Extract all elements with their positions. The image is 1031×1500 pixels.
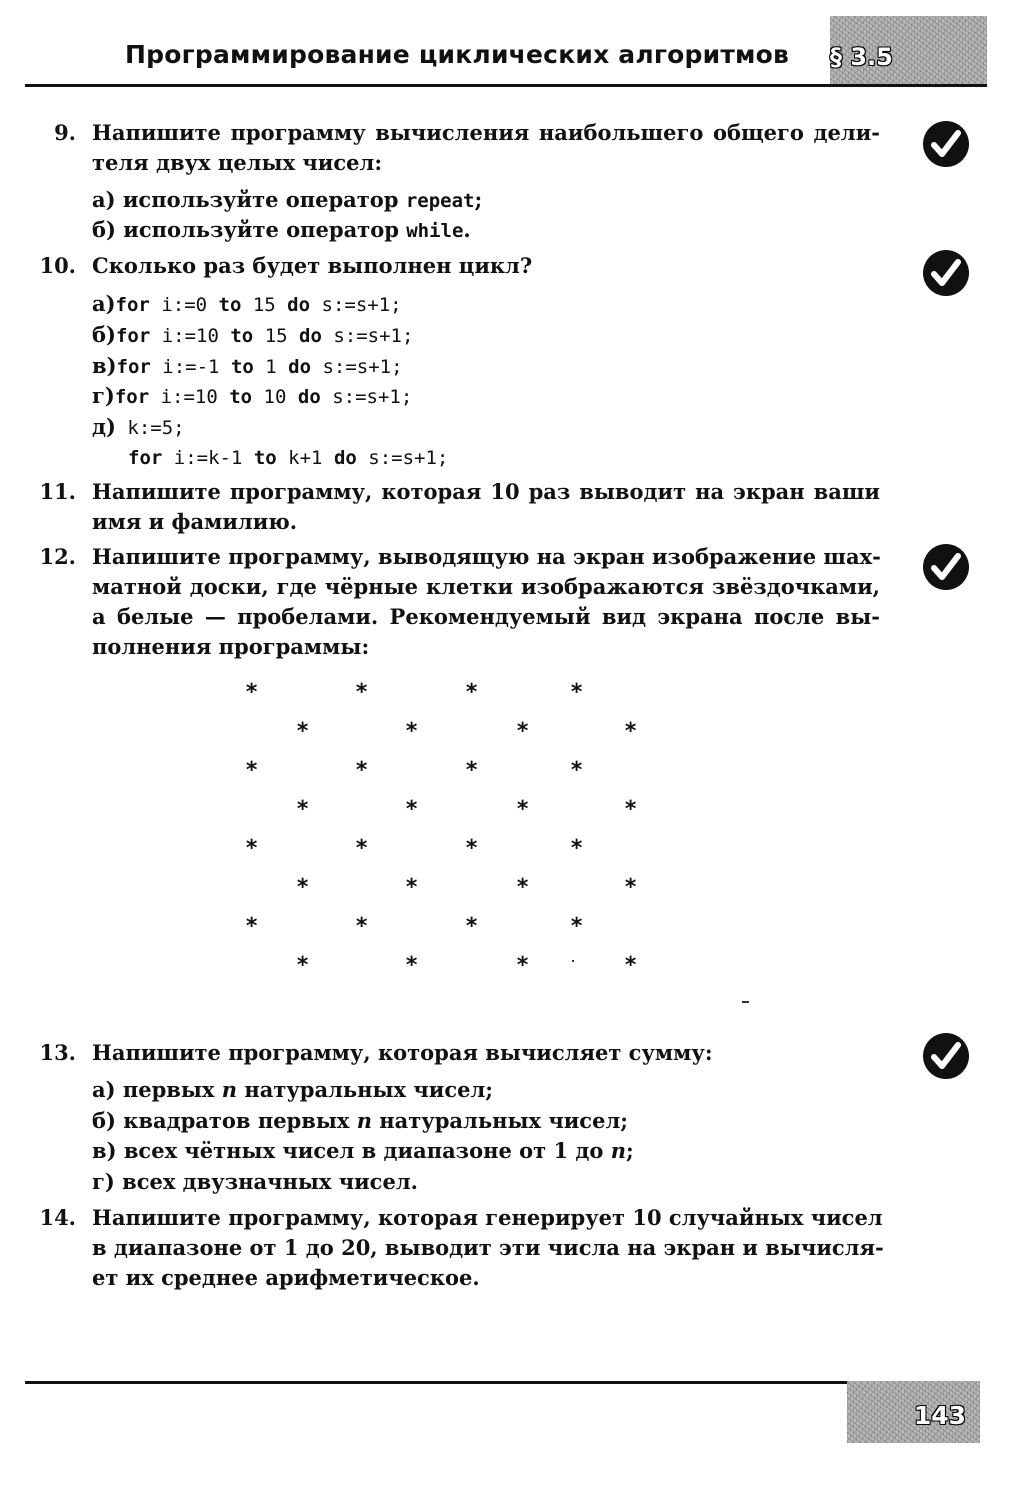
page-title: Программирование циклических алгоритмов bbox=[125, 40, 790, 69]
keyword-repeat: repeat bbox=[405, 190, 475, 212]
code-item bbox=[92, 351, 403, 382]
code-part: i:=k-1 bbox=[162, 447, 254, 469]
chessboard-star: * bbox=[516, 953, 530, 978]
item-text: б) квадратов первых bbox=[92, 1108, 357, 1133]
code-part: i:=0 bbox=[149, 294, 219, 316]
chessboard-star: * bbox=[624, 719, 638, 744]
chessboard-star: * bbox=[516, 797, 530, 822]
item-end: . bbox=[463, 217, 471, 242]
check-circle-icon bbox=[922, 249, 970, 297]
task-line: в диапазоне от 1 до 20, выводит эти числа на экран и вычисля- bbox=[92, 1235, 884, 1260]
chessboard-star: * bbox=[296, 875, 310, 900]
check-circle-icon bbox=[922, 1032, 970, 1080]
item-label: а) bbox=[92, 291, 116, 316]
chessboard-star: * bbox=[245, 758, 259, 783]
chessboard-star: * bbox=[296, 719, 310, 744]
chessboard-star: * bbox=[624, 953, 638, 978]
task-number: 14. bbox=[39, 1205, 76, 1230]
task-number: 9. bbox=[54, 120, 76, 145]
code-part: s:=s+1; bbox=[356, 447, 449, 469]
code-part: i:=-1 bbox=[150, 356, 231, 378]
item-label: г) bbox=[92, 383, 115, 408]
task-item bbox=[92, 185, 482, 216]
task-line: матной доски, где чёрные клетки изображаются звёздочками, bbox=[92, 574, 880, 599]
task-number: 13. bbox=[39, 1040, 76, 1065]
code-part: 1 bbox=[253, 356, 289, 378]
task-line: ет их среднее арифметическое. bbox=[92, 1265, 480, 1290]
item-label: в) bbox=[92, 353, 117, 378]
code-item bbox=[92, 320, 413, 351]
chessboard-star: * bbox=[405, 875, 419, 900]
keyword-to: to bbox=[230, 325, 254, 347]
section-number: § 3.5 bbox=[830, 43, 893, 71]
print-speck bbox=[572, 960, 574, 962]
task-number: 12. bbox=[39, 544, 76, 569]
task-number: 11. bbox=[39, 479, 76, 504]
chessboard-star: * bbox=[355, 758, 369, 783]
task-line: Напишите программу вычисления наибольшего общего дели- bbox=[92, 120, 880, 145]
keyword-do: do bbox=[297, 386, 321, 408]
keyword-do: do bbox=[333, 447, 357, 469]
task-number: 10. bbox=[39, 253, 76, 278]
chessboard-star: * bbox=[245, 836, 259, 861]
task-line: имя и фамилию. bbox=[92, 509, 298, 534]
task-text bbox=[92, 477, 880, 537]
chessboard-star: * bbox=[355, 914, 369, 939]
chessboard-star: * bbox=[570, 680, 584, 705]
chessboard-star: * bbox=[405, 953, 419, 978]
check-circle-icon bbox=[922, 543, 970, 591]
item-label: б) bbox=[92, 322, 116, 347]
item-text: натуральных чисел; bbox=[237, 1077, 494, 1102]
keyword-to: to bbox=[230, 356, 254, 378]
chessboard-star: * bbox=[405, 719, 419, 744]
keyword-to: to bbox=[253, 447, 277, 469]
variable-n: n bbox=[356, 1108, 372, 1133]
chessboard-star: * bbox=[570, 836, 584, 861]
chessboard-star: * bbox=[465, 914, 479, 939]
section-badge bbox=[830, 16, 987, 84]
task-line: Напишите программу, которая 10 раз выводит на экран ваши bbox=[92, 479, 880, 504]
code-part: i:=10 bbox=[149, 386, 230, 408]
task-line: теля двух целых чисел: bbox=[92, 150, 383, 175]
keyword-do: do bbox=[299, 325, 322, 347]
task-line: Сколько раз будет выполнен цикл? bbox=[92, 253, 533, 278]
code-part: s:=s+1; bbox=[311, 356, 403, 378]
chessboard-star: * bbox=[516, 875, 530, 900]
task-item bbox=[92, 1075, 493, 1105]
task-line: а белые — пробелами. Рекомендуемый вид экрана после вы- bbox=[92, 604, 880, 629]
chessboard-star: * bbox=[355, 836, 369, 861]
item-text: натуральных чисел; bbox=[372, 1108, 628, 1133]
chessboard-star: * bbox=[465, 758, 479, 783]
code-part: 15 bbox=[241, 294, 288, 316]
check-circle-icon bbox=[922, 120, 970, 168]
keyword-for: for bbox=[116, 356, 151, 378]
header-divider bbox=[25, 84, 987, 87]
keyword-for: for bbox=[114, 386, 150, 408]
code-part: k:=5; bbox=[115, 417, 185, 439]
task-item bbox=[92, 1167, 418, 1197]
page-number: 143 bbox=[913, 1401, 966, 1430]
code-part: k+1 bbox=[276, 447, 334, 469]
item-text: ; bbox=[625, 1138, 634, 1163]
code-item bbox=[92, 289, 402, 320]
task-text bbox=[92, 1038, 880, 1068]
task-item bbox=[92, 215, 471, 246]
keyword-for: for bbox=[115, 325, 151, 347]
task-text bbox=[92, 251, 880, 281]
chessboard-star: * bbox=[355, 680, 369, 705]
chessboard-star: * bbox=[516, 719, 530, 744]
chessboard-star: * bbox=[296, 797, 310, 822]
task-text bbox=[92, 1203, 884, 1293]
print-speck bbox=[742, 1001, 749, 1003]
task-line: Напишите программу, которая вычисляет сумму: bbox=[92, 1040, 713, 1065]
item-text: в) всех чётных чисел в диапазоне от 1 до bbox=[92, 1138, 611, 1163]
chessboard-star: * bbox=[296, 953, 310, 978]
item-end: ; bbox=[474, 187, 483, 212]
task-item bbox=[92, 1136, 634, 1166]
keyword-for: for bbox=[128, 447, 163, 469]
variable-n: n bbox=[610, 1138, 626, 1163]
code-item bbox=[128, 442, 448, 473]
chessboard-star: * bbox=[245, 914, 259, 939]
variable-n: n bbox=[221, 1077, 238, 1102]
item-text: а) первых bbox=[92, 1077, 222, 1102]
code-item bbox=[92, 381, 412, 412]
chessboard-star: * bbox=[570, 758, 584, 783]
keyword-do: do bbox=[288, 356, 312, 378]
keyword-do: do bbox=[287, 294, 311, 316]
chessboard-star: * bbox=[465, 836, 479, 861]
task-line: полнения программы: bbox=[92, 634, 370, 659]
page-number-badge bbox=[847, 1381, 980, 1443]
task-line: Напишите программу, выводящую на экран изображение шах- bbox=[92, 544, 881, 569]
chessboard-star: * bbox=[570, 914, 584, 939]
code-part: i:=10 bbox=[150, 325, 231, 347]
keyword-for: for bbox=[115, 294, 150, 316]
task-text bbox=[92, 118, 880, 178]
chessboard-star: * bbox=[245, 680, 259, 705]
task-item bbox=[92, 1106, 628, 1136]
code-part: s:=s+1; bbox=[321, 325, 414, 347]
item-label: д) bbox=[92, 414, 116, 439]
code-item bbox=[92, 412, 185, 443]
keyword-to: to bbox=[218, 294, 242, 316]
chessboard-star: * bbox=[624, 875, 638, 900]
code-part: 10 bbox=[252, 386, 298, 408]
task-line: Напишите программу, которая генерирует 10 случайных чисел bbox=[92, 1205, 883, 1230]
item-label: б) используйте оператор bbox=[92, 217, 399, 242]
item-text: г) всех двузначных чисел. bbox=[92, 1169, 418, 1194]
chessboard-star: * bbox=[624, 797, 638, 822]
footer-divider bbox=[25, 1381, 980, 1384]
code-part: s:=s+1; bbox=[310, 294, 402, 316]
chessboard-star: * bbox=[405, 797, 419, 822]
chessboard-star: * bbox=[465, 680, 479, 705]
task-text bbox=[92, 542, 880, 662]
code-part: s:=s+1; bbox=[320, 386, 413, 408]
keyword-while: while bbox=[406, 220, 464, 242]
item-label: а) используйте оператор bbox=[92, 187, 399, 212]
code-part: 15 bbox=[253, 325, 300, 347]
keyword-to: to bbox=[229, 386, 253, 408]
